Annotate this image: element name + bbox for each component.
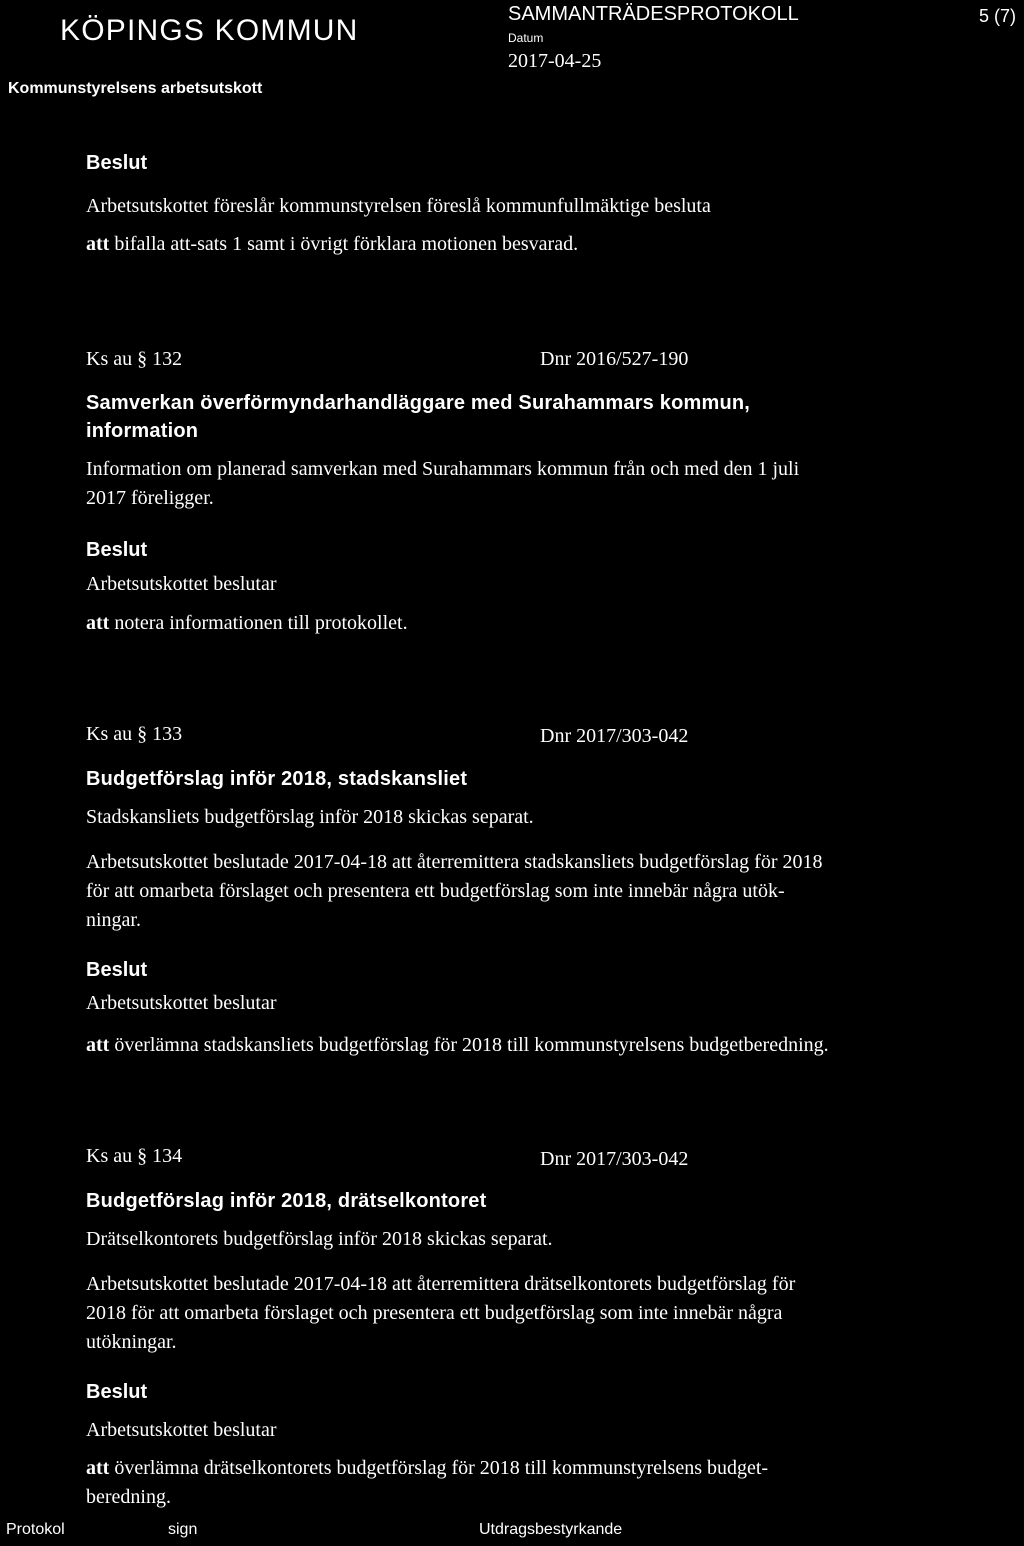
item-title-cont: information xyxy=(86,420,199,442)
proposal-line: Arbetsutskottet föreslår kommunstyrelsen föreslå kommunfullmäktige besluta xyxy=(86,195,711,217)
dnr: Dnr 2017/303-042 xyxy=(540,725,689,747)
decision-text: Arbetsutskottet beslutar xyxy=(86,992,277,1014)
document-type: SAMMANTRÄDESPROTOKOLL xyxy=(508,3,799,25)
paragraph-line: utökningar. xyxy=(86,1331,177,1353)
paragraph-line: 2018 för att omarbeta förslaget och presentera ett budgetförslag som inte innebär några xyxy=(86,1302,783,1324)
footer-sign: sign xyxy=(168,1521,198,1538)
paragraph-line: Arbetsutskottet beslutade 2017-04-18 att återremittera stadskansliets budgetförslag för 2018 xyxy=(86,851,823,873)
item-text: Stadskansliets budgetförslag inför 2018 skickas separat. xyxy=(86,806,534,828)
att-clause xyxy=(86,609,408,638)
footer-protokol: Protokol xyxy=(6,1521,65,1538)
dnr: Dnr 2017/303-042 xyxy=(540,1148,689,1170)
item-text-cont: 2017 föreligger. xyxy=(86,487,214,509)
dnr: Dnr 2016/527-190 xyxy=(540,348,689,370)
item-title: Budgetförslag inför 2018, stadskansliet xyxy=(86,768,468,790)
att-text: bifalla att-sats 1 samt i övrigt förklara motionen besvarad. xyxy=(109,233,579,255)
org-name: KÖPINGS KOMMUN xyxy=(60,14,359,47)
beslut-heading: Beslut xyxy=(86,539,148,561)
att-clause xyxy=(86,230,578,259)
beslut-heading: Beslut xyxy=(86,959,148,981)
decision-text: Arbetsutskottet beslutar xyxy=(86,573,277,595)
att-keyword: att xyxy=(86,1457,110,1479)
att-text: överlämna stadskansliets budgetförslag för 2018 till kommunstyrelsens budgetberedning. xyxy=(109,1034,829,1056)
att-clause xyxy=(86,1454,768,1483)
beslut-heading: Beslut xyxy=(86,1381,148,1403)
att-keyword: att xyxy=(86,1034,110,1056)
section-number: Ks au § 132 xyxy=(86,348,183,370)
page-number: 5 (7) xyxy=(979,6,1017,26)
paragraph-line: för att omarbeta förslaget och presentera ett budgetförslag som inte innebär några utök- xyxy=(86,880,785,902)
att-clause xyxy=(86,1031,829,1060)
meeting-date: 2017-04-25 xyxy=(508,50,602,72)
footer-utdragsbestyrkande: Utdragsbestyrkande xyxy=(479,1521,623,1538)
paragraph-line: ningar. xyxy=(86,909,141,931)
section-number: Ks au § 133 xyxy=(86,723,183,745)
beslut-heading: Beslut xyxy=(86,152,148,174)
committee-name: Kommunstyrelsens arbetsutskott xyxy=(8,80,263,97)
att-text: notera informationen till protokollet. xyxy=(109,612,408,634)
att-clause-cont: beredning. xyxy=(86,1486,171,1508)
date-label: Datum xyxy=(508,31,544,45)
item-text: Information om planerad samverkan med Surahammars kommun från och med den 1 juli xyxy=(86,458,800,480)
item-text: Drätselkontorets budgetförslag inför 2018 skickas separat. xyxy=(86,1228,553,1250)
paragraph-line: Arbetsutskottet beslutade 2017-04-18 att återremittera drätselkontorets budgetförslag för xyxy=(86,1273,796,1295)
section-number: Ks au § 134 xyxy=(86,1145,183,1167)
item-title: Budgetförslag inför 2018, drätselkontoret xyxy=(86,1190,487,1212)
decision-text: Arbetsutskottet beslutar xyxy=(86,1419,277,1441)
att-keyword: att xyxy=(86,612,110,634)
item-title: Samverkan överförmyndarhandläggare med Surahammars kommun, xyxy=(86,392,751,414)
att-keyword: att xyxy=(86,233,110,255)
att-text: överlämna drätselkontorets budgetförslag för 2018 till kommunstyrelsens budget- xyxy=(109,1457,769,1479)
